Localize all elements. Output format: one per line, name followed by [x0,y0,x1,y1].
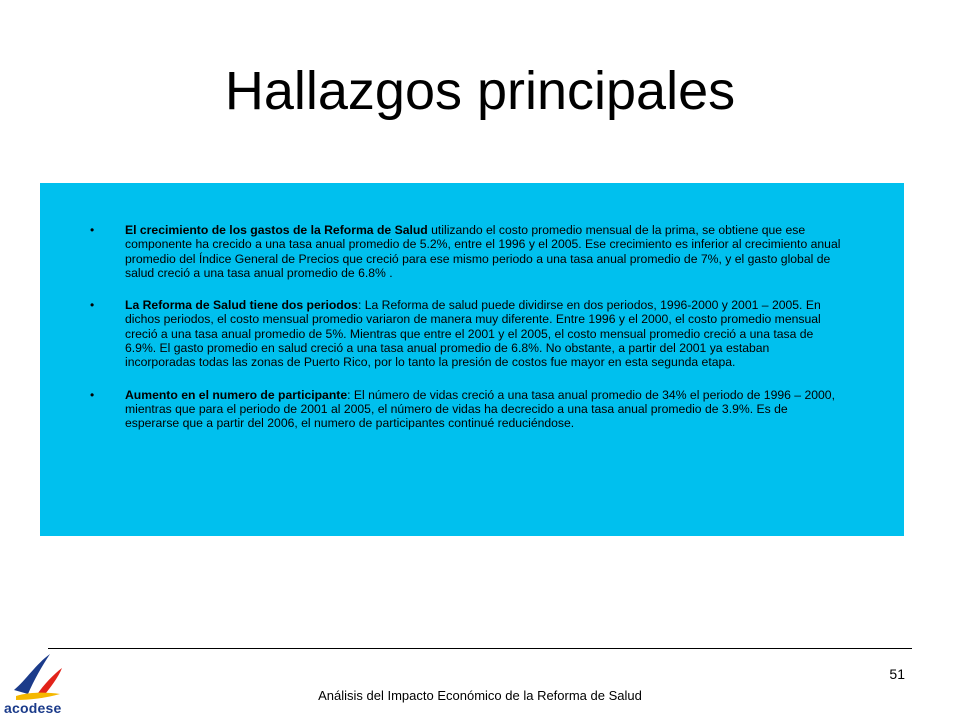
bullet-heading: El crecimiento de los gastos de la Reforma de Salud [125,223,428,237]
bullet-item [90,298,842,369]
bullet-item [90,388,842,431]
bullet-text: : La Reforma de salud puede dividirse en dos periodos, 1996-2000 y 2001 – 2005. En dichos periodos, el costo mensual promedio variaron de manera muy diferente. Entre 1996 y el 2000, el costo promedio mensual creció a una tasa anual promedio de 5%. Mientras que entre el 2001 y el 2005, el costo mensual promedio creció a una tasa de 6.9%. El gasto promedio en salud creció a una tasa anual promedio de 6.8%. No obstante, a partir del 2001 ya estaban incorporadas todas las zonas de Puerto Rico, por lo tanto la presión de costos fue mayor en esta segunda etapa. [125,298,821,370]
bullet-dot-icon: • [90,223,95,237]
logo-text: acodese [4,700,62,716]
footer-divider [48,648,912,649]
bullet-text: : El número de vidas creció a una tasa anual promedio de 34% el periodo de 1996 – 2000, mientras que para el periodo de 2001 al 2005, el número de vidas ha decrecido a una tasa anual promedio de 3.9%. Es de esperarse que a partir del 2006, el numero de participantes continué reduciéndose. [125,387,835,431]
acodese-logo-mark-icon [6,650,66,702]
slide-title: Hallazgos principales [224,61,736,121]
content-box [40,183,904,536]
bullet-list [40,183,904,431]
bullet-heading: Aumento en el numero de participante [125,387,348,402]
bullet-dot-icon: • [90,387,95,402]
page-number: 51 [889,666,905,682]
footer-caption: Análisis del Impacto Económico de la Reforma de Salud [318,688,642,703]
bullet-heading: La Reforma de Salud tiene dos periodos [125,298,358,313]
bullet-item [90,223,842,280]
bullet-text: utilizando el costo promedio mensual de la prima, se obtiene que ese componente ha crecido a una tasa anual promedio de 5.2%, entre el 1996 y el 2005. Ese crecimiento es inferior al crecimiento anual promedio del Índice General de Precios que creció para ese mismo periodo a una tasa anual promedio de 7%, y el gasto global de salud creció a una tasa anual promedio de 6.8% . [125,223,841,280]
bullet-dot-icon: • [90,298,95,313]
